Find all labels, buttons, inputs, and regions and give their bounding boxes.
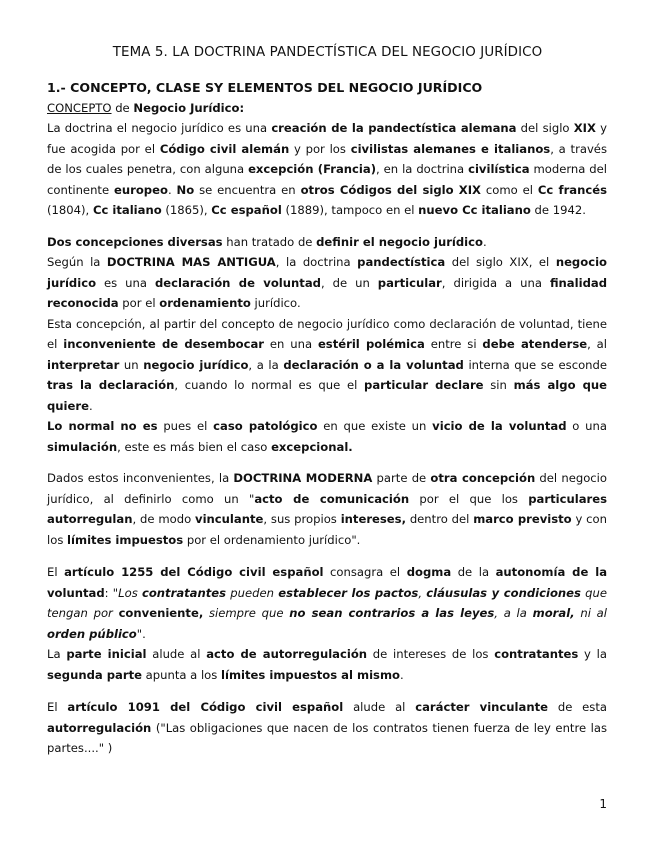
document-title: TEMA 5. LA DOCTRINA PANDECTÍSTICA DEL NEGOCIO JURÍDICO bbox=[112, 45, 543, 60]
paragraph-normal-case: Lo normal no es pues el caso patológico en que existe un vicio de la voluntad o una simulación, este es más bien el caso excepcional. bbox=[47, 419, 607, 454]
paragraph-origin: La doctrina el negocio jurídico es una creación de la pandectística alemana del siglo XIX y fue acogida por el Código civil alemán y por los civilistas alemanes e italianos, a través de los cuales penetra, con alguna excepción (Francia), en la doctrina civilística moderna del continente europeo. No se encuentra en otros Códigos del siglo XIX como el Cc francés (1804), Cc italiano (1865), Cc español (1889), tampoco en el nuevo Cc italiano de 1942. bbox=[47, 121, 608, 217]
concept-subheading: CONCEPTO de Negocio Jurídico: bbox=[47, 101, 245, 115]
page-number: 1 bbox=[599, 797, 607, 811]
section-heading: 1.- CONCEPTO, CLASE SY ELEMENTOS DEL NEGOCIO JURÍDICO bbox=[47, 80, 483, 95]
paragraph-article-1255: El artículo 1255 del Código civil español consagra el dogma de la autonomía de la voluntad: "Los contratantes pueden establecer los pactos, cláusulas y condiciones que tengan por conveniente, siempre que no sean contrarios a las leyes, a la moral, ni al orden público". bbox=[47, 565, 608, 641]
paragraph-old-doctrine: Según la DOCTRINA MAS ANTIGUA, la doctrina pandectística del siglo XIX, el negocio jurídico es una declaración de voluntad, de un particular, dirigida a una finalidad reconocida por el ordenamiento jurídico. bbox=[47, 255, 608, 310]
paragraph-inconvenience: Esta concepción, al partir del concepto de negocio jurídico como declaración de voluntad, tiene el inconveniente de desembocar en una estéril polémica entre si debe atenderse, al interpretar un negocio jurídico, a la declaración o a la voluntad interna que se esconde tras la declaración, cuando lo normal es que el particular declare sin más algo que quiere. bbox=[47, 316, 608, 413]
paragraph-parts: La parte inicial alude al acto de autorregulación de intereses de los contratantes y la segunda parte apunta a los límites impuestos al mismo. bbox=[47, 647, 607, 682]
paragraph-modern-doctrine: Dados estos inconvenientes, la DOCTRINA MODERNA parte de otra concepción del negocio jurídico, al definirlo como un "acto de comunicación por el que los particulares autorregulan, de modo vinculante, sus propios intereses, dentro del marco previsto y con los límites impuestos por el ordenamiento jurídico". bbox=[47, 471, 607, 547]
paragraph-article-1091: El artículo 1091 del Código civil español alude al carácter vinculante de esta autorregulación ("Las obligaciones que nacen de los contratos tienen fuerza de ley entre las partes...." ) bbox=[47, 700, 607, 755]
paragraph-two-conceptions: Dos concepciones diversas han tratado de definir el negocio jurídico. bbox=[47, 234, 487, 249]
document-body bbox=[47, 78, 607, 759]
